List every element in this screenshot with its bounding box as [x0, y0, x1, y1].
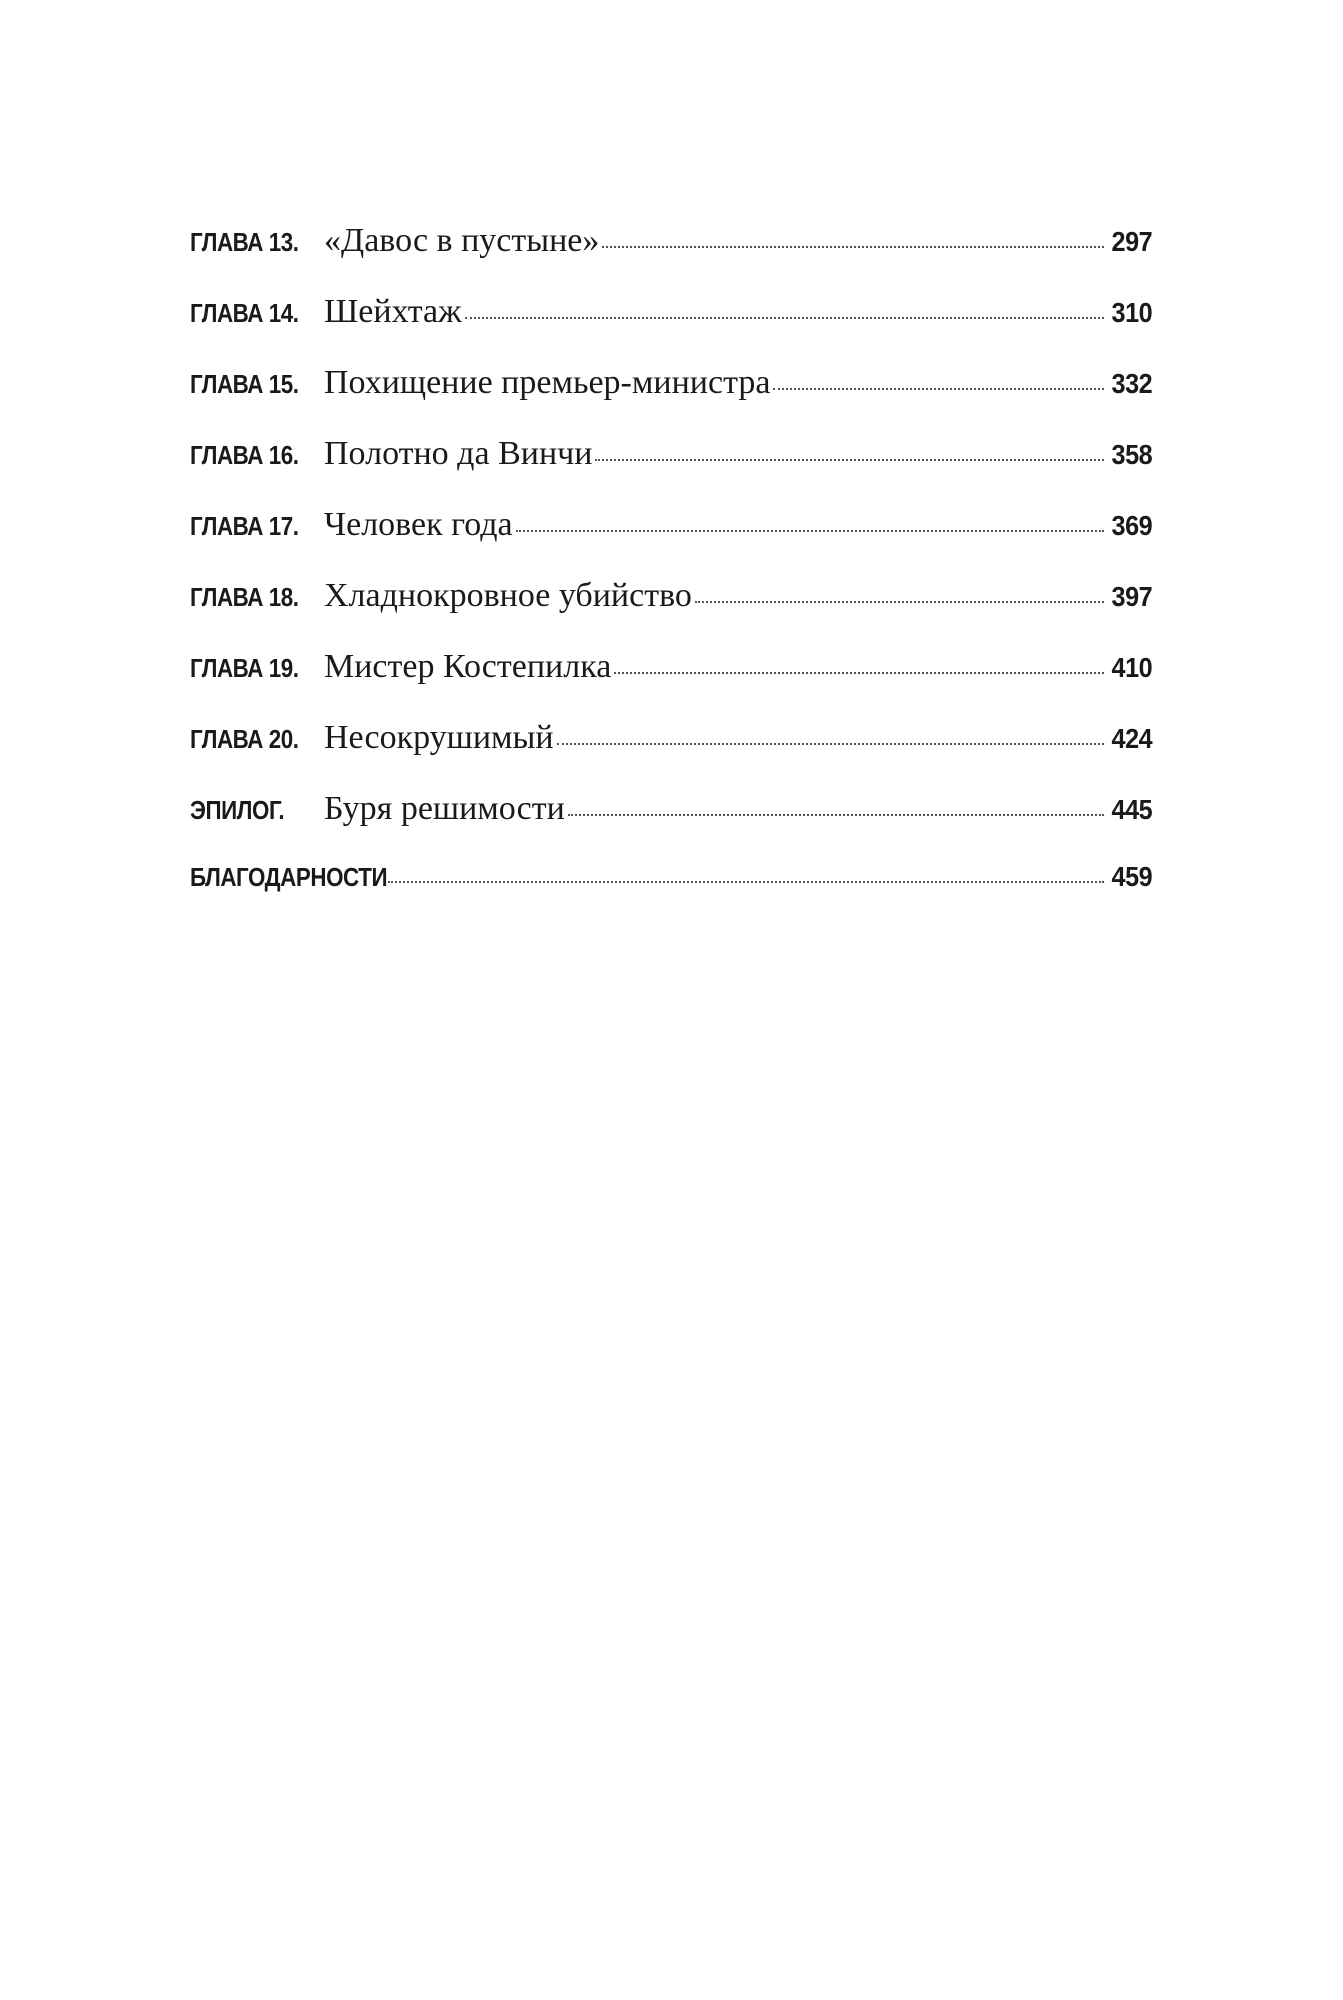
chapter-title: Несокрушимый: [324, 719, 554, 756]
toc-entry-chapter-18[interactable]: [190, 577, 1152, 648]
table-of-contents: [190, 222, 1152, 932]
dot-leader: [614, 672, 1103, 674]
page-number: 297: [1111, 226, 1152, 257]
chapter-label: ГЛАВА 16.: [190, 440, 299, 470]
chapter-title: «Давос в пустыне»: [324, 222, 600, 259]
page-number: 358: [1111, 439, 1152, 470]
chapter-title: Человек года: [324, 506, 513, 543]
chapter-title: Хладнокровное убийство: [324, 577, 692, 614]
page-number: 410: [1111, 652, 1152, 683]
toc-entry-acknowledgements[interactable]: [190, 861, 1152, 932]
chapter-title: Полотно да Винчи: [324, 435, 593, 472]
chapter-label: ЭПИЛОГ.: [190, 795, 285, 825]
chapter-label: ГЛАВА 13.: [190, 227, 299, 257]
page-number: 459: [1111, 861, 1152, 892]
chapter-label: ГЛАВА 15.: [190, 369, 299, 399]
chapter-label: ГЛАВА 18.: [190, 582, 299, 612]
toc-entry-chapter-13[interactable]: [190, 222, 1152, 293]
section-label: БЛАГОДАРНОСТИ: [190, 862, 388, 892]
chapter-title: Похищение премьер-министра: [324, 364, 771, 401]
toc-entry-epilogue[interactable]: [190, 790, 1152, 861]
dot-leader: [595, 459, 1103, 461]
page-number: 332: [1111, 368, 1152, 399]
dot-leader: [568, 814, 1104, 816]
toc-entry-chapter-14[interactable]: [190, 293, 1152, 364]
chapter-title: Мистер Костепилка: [324, 648, 612, 685]
dot-leader: [465, 317, 1104, 319]
toc-entry-chapter-17[interactable]: [190, 506, 1152, 577]
page-number: 369: [1111, 510, 1152, 541]
chapter-label: ГЛАВА 19.: [190, 653, 299, 683]
page-number: 397: [1111, 581, 1152, 612]
chapter-label: ГЛАВА 17.: [190, 511, 299, 541]
page-number: 310: [1111, 297, 1152, 328]
chapter-title: Шейхтаж: [324, 293, 462, 330]
dot-leader: [695, 601, 1104, 603]
chapter-title: Буря решимости: [324, 790, 565, 827]
toc-entry-chapter-16[interactable]: [190, 435, 1152, 506]
dot-leader: [516, 530, 1104, 532]
chapter-label: ГЛАВА 14.: [190, 298, 299, 328]
toc-entry-chapter-20[interactable]: [190, 719, 1152, 790]
page-number: 445: [1111, 794, 1152, 825]
page-number: 424: [1111, 723, 1152, 754]
chapter-label: ГЛАВА 20.: [190, 724, 299, 754]
dot-leader: [557, 743, 1104, 745]
dot-leader: [773, 388, 1103, 390]
dot-leader: [388, 881, 1104, 883]
toc-entry-chapter-15[interactable]: [190, 364, 1152, 435]
toc-entry-chapter-19[interactable]: [190, 648, 1152, 719]
dot-leader: [602, 246, 1103, 248]
